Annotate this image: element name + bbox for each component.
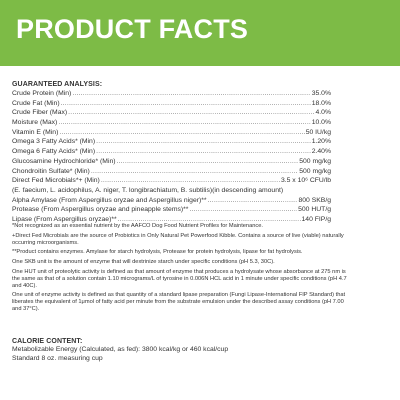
analysis-value: 800 SKB/g (298, 196, 331, 204)
footnote-enzymes: **Product contains enzymes. Amylase for starch hydrolysis, Protease for protein hydrolysis, lipase for fat hydrolysis. (12, 249, 303, 256)
analysis-value: 4.0% (315, 109, 331, 117)
leader-dots (59, 128, 304, 138)
analysis-value: 2.40% (311, 148, 331, 156)
leader-dots (96, 137, 311, 147)
leader-dots (96, 147, 311, 157)
analysis-label: Lipase (From Aspergillus oryzae)** (12, 215, 117, 223)
analysis-row-protease (12, 205, 331, 215)
analysis-label: Glucosamine Hydrochloride* (Min) (12, 157, 116, 165)
measuring-cup-note: Standard 8 oz. measuring cup (12, 354, 103, 362)
analysis-row-glucosamine (12, 157, 331, 167)
calorie-content (12, 346, 372, 363)
analysis-label: Omega 3 Fatty Acids* (Min) (12, 138, 96, 146)
leader-dots (101, 176, 280, 186)
analysis-label: Chondroitin Sulfate* (Min) (12, 167, 90, 175)
analysis-row-vitamin-e (12, 128, 331, 138)
footnotes (12, 223, 352, 316)
analysis-row-crude-fat (12, 99, 331, 109)
analysis-row-omega-6 (12, 147, 331, 157)
page-title: PRODUCT FACTS (16, 14, 249, 44)
footnote-aafco: *Not recognized as an essential nutrient by the AAFCO Dog Food Nutrient Profiles for Maintenance. (12, 223, 264, 229)
analysis-row-direct-fed-microbials (12, 176, 331, 186)
analysis-row-chondroitin (12, 167, 331, 177)
analysis-value: 50 IU/kg (305, 128, 331, 136)
analysis-value: 500 HUT/g (298, 206, 331, 214)
analysis-value: 35.0% (311, 90, 331, 97)
leader-dots (189, 205, 297, 215)
analysis-label: Direct Fed Microbials*+ (Min) (12, 177, 100, 185)
analysis-value: 1.20% (311, 138, 331, 146)
leader-dots (58, 118, 310, 128)
analysis-value: 3.5 x 10⁶ CFU/lb (280, 177, 331, 185)
leader-dots (117, 157, 299, 167)
analysis-value: 18.0% (311, 99, 331, 107)
footnote-probiotics: +Direct Fed Microbials are the source of Probiotics in Only Natural Pet Powerfood Kibble. Contains a source of live (viable) naturally occurring microorganisms. (12, 232, 344, 246)
metabolizable-energy: Metabolizable Energy (Calculated, as fed): 3800 kcal/kg or 460 kcal/cup (12, 346, 229, 353)
leader-dots (68, 108, 314, 118)
guaranteed-analysis-title: GUARANTEED ANALYSIS: (12, 81, 103, 88)
leader-dots (72, 89, 310, 99)
analysis-label: Alpha Amylase (From Aspergillus oryzae and Aspergillus niger)** (12, 196, 207, 204)
analysis-label: Crude Fiber (Max) (12, 109, 68, 117)
analysis-label: Omega 6 Fatty Acids* (Min) (12, 148, 96, 156)
product-facts-header (0, 0, 400, 66)
analysis-value: 500 mg/kg (299, 157, 331, 165)
analysis-row-crude-fiber (12, 108, 331, 118)
footnote-hut-unit: One HUT unit of proteolytic activity is defined as that amount of enzyme that produces a hydrolysate whose absorbance at 275 nm is the same as that of a solution contain 1.10 micrograms/L of tyrosine in 0.006N HCL acid in 1 minute under specific conditions (pH 4.7 and 40C). (12, 268, 347, 289)
footnote-skb-unit: One SKB unit is the amount of enzyme that will dextrinize starch under specific conditions (pH 5.3, 30C). (12, 259, 275, 266)
analysis-label: Moisture (Max) (12, 119, 58, 127)
analysis-row-moisture (12, 118, 331, 128)
analysis-value: 10.0% (311, 119, 331, 127)
analysis-label: Protease (From Aspergillus oryzae and pineapple stems)** (12, 206, 189, 214)
leader-dots (208, 196, 298, 206)
analysis-value: 140 FIP/g (301, 215, 331, 223)
leader-dots (91, 167, 298, 177)
analysis-row-crude-protein (12, 89, 331, 99)
analysis-label: Crude Protein (Min) (12, 90, 72, 97)
leader-dots (61, 99, 311, 109)
analysis-label: Crude Fat (Min) (12, 99, 60, 107)
calorie-content-title: CALORIE CONTENT: (12, 338, 83, 345)
analysis-label: Vitamin E (Min) (12, 128, 59, 136)
analysis-row-omega-3 (12, 137, 331, 147)
footnote-lipase-unit: One unit of enzyme activity is defined as that quantity of a standard lipase preparation (Fungi Lipase-International FIP Standard) that liberates the equivalent of 1μmol of fatty acid per minute from the substrate emulsion under the described assay conditions (pH 7.00 and 37°C). (12, 292, 346, 312)
microbials-detail: (E. faecium, L. acidophilus, A. niger, T. longibrachiatum, B. subtilis)(in descending amount) (12, 186, 284, 194)
analysis-value: 500 mg/kg (299, 167, 331, 175)
guaranteed-analysis-table (12, 89, 331, 225)
analysis-row-alpha-amylase (12, 196, 331, 206)
